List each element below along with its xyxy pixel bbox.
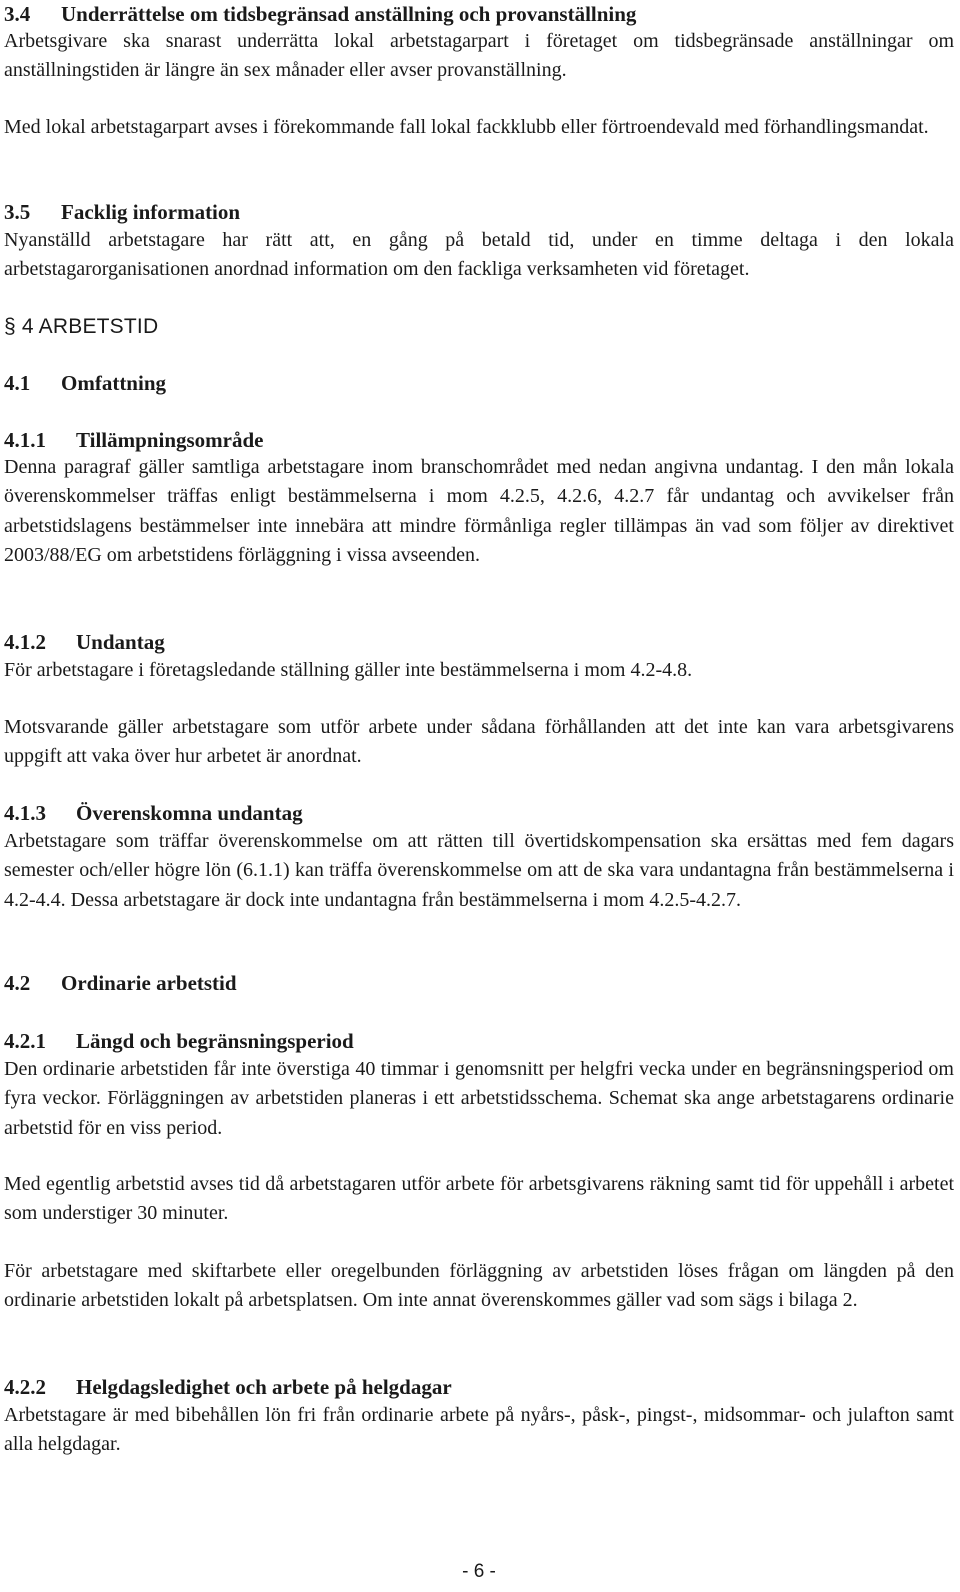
section-title: Längd och begränsningsperiod bbox=[76, 1029, 354, 1053]
section-4-1-2-heading bbox=[4, 628, 954, 656]
section-4-2-heading bbox=[4, 969, 954, 997]
section-3-5-paragraph-1: Nyanställd arbetstagare har rätt att, en gång på betald tid, under en timme deltaga i den lokala arbetstagarorganisationen anordnad information om den fackliga verksamheten vid företaget. bbox=[4, 229, 954, 281]
section-number: 4.2.1 bbox=[4, 1029, 46, 1053]
section-3-4-paragraph-2: Med lokal arbetstagarpart avses i förekommande fall lokal fackklubb eller förtroendevald med förhandlingsmandat. bbox=[4, 116, 929, 138]
section-title: Omfattning bbox=[61, 371, 166, 395]
section-4-1-1-paragraph-1: Denna paragraf gäller samtliga arbetstagare inom branschområdet med nedan angivna undantag. I den mån lokala överenskommelser träffas enligt bestämmelserna i mom 4.2.5, 4.2.6, 4.2.7 får undantag och avvikelser från arbetstidslagens bestämmelser inte innebära att mindre förmånliga regler tillämpas än vad som följer av direktivet 2003/88/EG om arbetstidens förläggning i vissa avseenden. bbox=[4, 456, 954, 566]
section-4-1-1-heading bbox=[4, 426, 954, 454]
section-title: Facklig information bbox=[61, 200, 241, 224]
section-number: 4.2 bbox=[4, 971, 31, 995]
section-number: 4.1 bbox=[4, 371, 31, 395]
section-title: Överenskomna undantag bbox=[76, 801, 303, 825]
section-4-2-1-paragraph-1: Den ordinarie arbetstiden får inte överstiga 40 timmar i genomsnitt per helgfri vecka under en begränsningsperiod om fyra veckor. Förläggningen av arbetstiden planeras i ett arbetstidsschema. Schemat ska ange arbetstagarens ordinarie arbetstid för en viss period. bbox=[4, 1058, 954, 1139]
section-4-1-3-heading bbox=[4, 799, 954, 827]
page-number: - 6 - bbox=[462, 1561, 496, 1582]
section-4-1-2-paragraph-1: För arbetstagare i företagsledande ställning gäller inte bestämmelserna i mom 4.2-4.8. bbox=[4, 659, 693, 681]
section-title: Underrättelse om tidsbegränsad anställning och provanställning bbox=[61, 2, 637, 26]
section-title: Tillämpningsområde bbox=[76, 428, 264, 452]
section-title: Ordinarie arbetstid bbox=[61, 971, 237, 995]
section-3-4-paragraph-1: Arbetsgivare ska snarast underrätta lokal arbetstagarpart i företaget om tidsbegränsade anställningar om anställningstiden är längre än sex månader eller avser provanställning. bbox=[4, 30, 954, 82]
section-number: 4.1.1 bbox=[4, 428, 46, 452]
section-number: 3.4 bbox=[4, 2, 31, 26]
section-4-1-3-paragraph-1: Arbetstagare som träffar överenskommelse om att rätten till övertidskompensation ska ersättas med fem dagars semester och/eller högre lön (6.1.1) kan träffa överenskommelse om att de ska vara undantagna från bestämmelserna i 4.2-4.4. Dessa arbetstagare är dock inte undantagna från bestämmelserna i mom 4.2.5-4.2.7. bbox=[4, 830, 954, 911]
section-title: Undantag bbox=[76, 630, 165, 654]
section-4-2-2-heading bbox=[4, 1373, 954, 1401]
section-number: 4.1.3 bbox=[4, 801, 46, 825]
section-number: 4.1.2 bbox=[4, 630, 46, 654]
section-4-1-2-paragraph-2: Motsvarande gäller arbetstagare som utför arbete under sådana förhållanden att det inte kan vara arbetsgivarens uppgift att vaka över hur arbetet är anordnat. bbox=[4, 716, 954, 768]
section-4-2-1-paragraph-3: För arbetstagare med skiftarbete eller oregelbunden förläggning av arbetstiden löses frågan om längden på den ordinarie arbetstiden lokalt på arbetsplatsen. Om inte annat överenskommes gäller vad som sägs i bilaga 2. bbox=[4, 1260, 954, 1312]
section-number: 4.2.2 bbox=[4, 1375, 46, 1399]
section-4-2-1-paragraph-2: Med egentlig arbetstid avses tid då arbetstagaren utför arbete för arbetsgivarens räkning samt tid för uppehåll i arbetet som understiger 30 minuter. bbox=[4, 1173, 954, 1225]
section-4-2-1-heading bbox=[4, 1027, 954, 1055]
section-3-4-heading bbox=[4, 0, 954, 28]
section-4-1-heading bbox=[4, 369, 954, 397]
section-3-5-heading bbox=[4, 198, 954, 226]
section-4-2-2-paragraph-1: Arbetstagare är med bibehållen lön fri från ordinarie arbete på nyårs-, påsk-, pingst-, midsommar- och julafton samt alla helgdagar. bbox=[4, 1404, 954, 1456]
section-number: 3.5 bbox=[4, 200, 31, 224]
chapter-4-title: § 4 ARBETSTID bbox=[4, 315, 159, 338]
section-title: Helgdagsledighet och arbete på helgdagar bbox=[76, 1375, 452, 1399]
